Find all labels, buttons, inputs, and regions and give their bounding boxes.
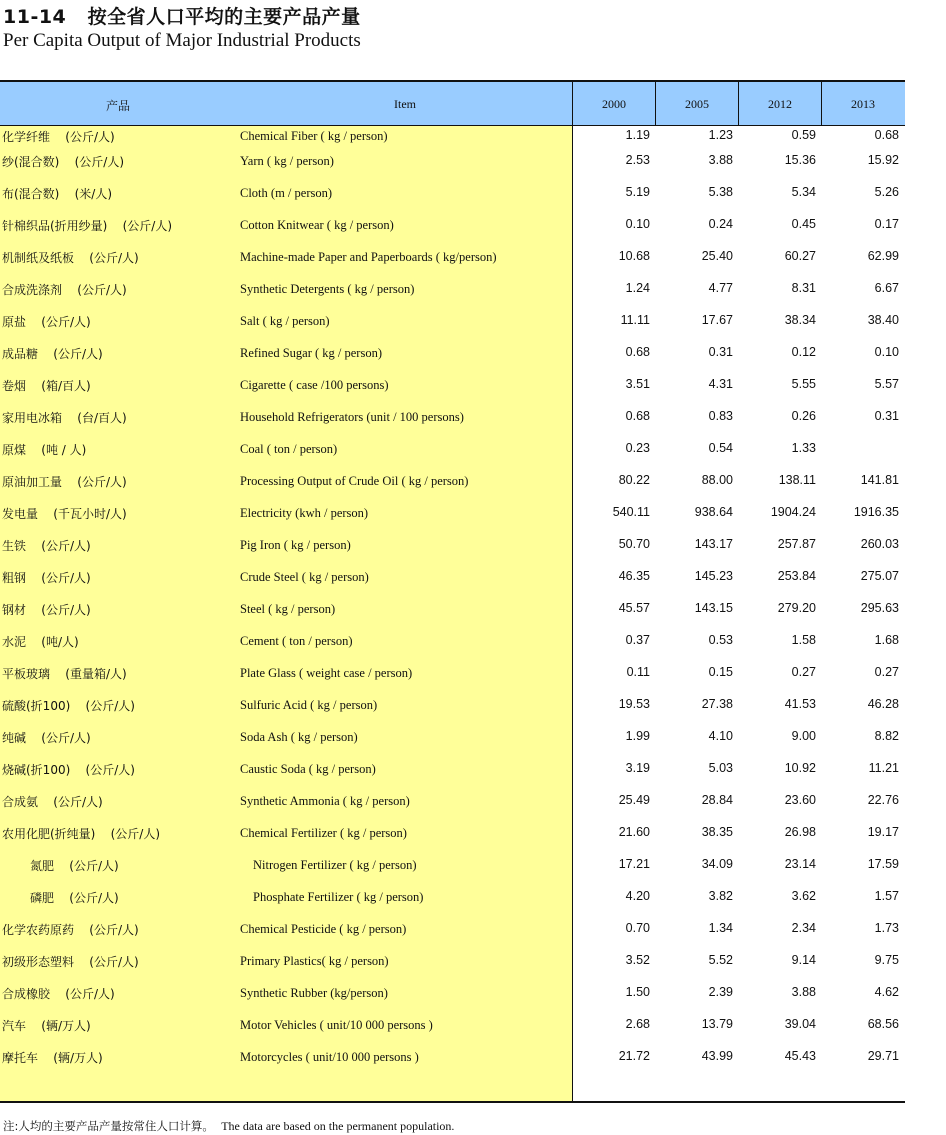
cell-value-2005: 2.39 bbox=[708, 985, 733, 999]
cell-value-2013: 4.62 bbox=[874, 985, 899, 999]
cell-value-2013: 29.71 bbox=[867, 1049, 899, 1063]
cell-value-2012: 0.27 bbox=[791, 665, 816, 679]
row-label-cn: 原煤 (吨 / 人) bbox=[2, 443, 87, 457]
page-title-cn: 11-14 按全省人口平均的主要产品产量 bbox=[3, 6, 361, 28]
cell-value-2000: 0.23 bbox=[625, 441, 650, 455]
cell-value-2005: 25.40 bbox=[701, 249, 733, 263]
column-divider bbox=[655, 82, 656, 125]
row-label-en: Synthetic Ammonia ( kg / person) bbox=[240, 794, 410, 808]
cell-value-2005: 17.67 bbox=[701, 313, 733, 327]
cell-value-2012: 0.12 bbox=[791, 345, 816, 359]
cell-value-2005: 145.23 bbox=[694, 569, 733, 583]
cell-value-2013: 17.59 bbox=[867, 857, 899, 871]
table-row bbox=[0, 217, 905, 239]
row-label-cn: 合成洗涤剂 (公斤/人) bbox=[2, 283, 127, 297]
row-label-cn: 针棉织品(折用纱量) (公斤/人) bbox=[2, 219, 173, 233]
row-label-cn: 烧碱(折100) (公斤/人) bbox=[2, 763, 135, 777]
cell-value-2000: 45.57 bbox=[618, 601, 650, 615]
table-row bbox=[0, 505, 905, 527]
row-label-en: Household Refrigerators (unit / 100 persons) bbox=[240, 410, 464, 424]
cell-value-2005: 5.38 bbox=[708, 185, 733, 199]
cell-value-2012: 9.00 bbox=[791, 729, 816, 743]
cell-value-2000: 0.70 bbox=[625, 921, 650, 935]
cell-value-2013: 46.28 bbox=[867, 697, 899, 711]
table-row bbox=[0, 793, 905, 815]
table-row bbox=[0, 153, 905, 175]
cell-value-2000: 25.49 bbox=[618, 793, 650, 807]
row-label-en: Processing Output of Crude Oil ( kg / person) bbox=[240, 474, 469, 488]
cell-value-2005: 4.77 bbox=[708, 281, 733, 295]
table-row bbox=[0, 601, 905, 623]
cell-value-2005: 1.34 bbox=[708, 921, 733, 935]
cell-value-2005: 5.52 bbox=[708, 953, 733, 967]
cell-value-2013: 15.92 bbox=[867, 153, 899, 167]
cell-value-2005: 28.84 bbox=[701, 793, 733, 807]
row-label-en: Plate Glass ( weight case / person) bbox=[240, 666, 413, 680]
row-label-en: Refined Sugar ( kg / person) bbox=[240, 346, 382, 360]
cell-value-2012: 38.34 bbox=[784, 313, 816, 327]
table-row bbox=[0, 761, 905, 783]
cell-value-2013: 8.82 bbox=[874, 729, 899, 743]
row-label-cn: 合成氨 (公斤/人) bbox=[2, 795, 103, 809]
cell-value-2000: 0.68 bbox=[625, 409, 650, 423]
cell-value-2013: 9.75 bbox=[874, 953, 899, 967]
table-row bbox=[0, 921, 905, 943]
cell-value-2005: 938.64 bbox=[694, 505, 733, 519]
cell-value-2012: 253.84 bbox=[777, 569, 816, 583]
cell-value-2013: 5.57 bbox=[874, 377, 899, 391]
cell-value-2013: 1916.35 bbox=[853, 505, 899, 519]
row-label-cn: 粗钢 (公斤/人) bbox=[2, 571, 91, 585]
cell-value-2000: 3.52 bbox=[625, 953, 650, 967]
cell-value-2013: 11.21 bbox=[868, 761, 899, 775]
row-label-en: Machine-made Paper and Paperboards ( kg/person) bbox=[240, 250, 497, 264]
cell-value-2012: 26.98 bbox=[784, 825, 816, 839]
cell-value-2012: 138.11 bbox=[778, 473, 816, 487]
row-label-cn: 初级形态塑料 (公斤/人) bbox=[2, 955, 139, 969]
cell-value-2005: 34.09 bbox=[701, 857, 733, 871]
cell-value-2013: 0.17 bbox=[874, 217, 899, 231]
row-label-en: Cement ( ton / person) bbox=[240, 634, 353, 648]
column-divider bbox=[738, 82, 739, 125]
cell-value-2000: 4.20 bbox=[625, 889, 650, 903]
cell-value-2012: 0.59 bbox=[791, 128, 816, 142]
row-label-cn: 生铁 (公斤/人) bbox=[2, 539, 91, 553]
table-row bbox=[0, 857, 905, 879]
row-label-cn: 氮肥 (公斤/人) bbox=[30, 859, 119, 873]
row-label-en: Steel ( kg / person) bbox=[240, 602, 336, 616]
table-row bbox=[0, 345, 905, 367]
row-label-cn: 机制纸及纸板 (公斤/人) bbox=[2, 251, 139, 265]
cell-value-2005: 0.15 bbox=[708, 665, 733, 679]
cell-value-2000: 5.19 bbox=[625, 185, 650, 199]
row-label-cn: 水泥 (吨/人) bbox=[2, 635, 79, 649]
cell-value-2013: 68.56 bbox=[867, 1017, 899, 1031]
cell-value-2005: 0.24 bbox=[708, 217, 733, 231]
cell-value-2005: 3.88 bbox=[708, 153, 733, 167]
cell-value-2005: 1.23 bbox=[708, 128, 733, 142]
row-label-en: Cloth (m / person) bbox=[240, 186, 333, 200]
cell-value-2012: 15.36 bbox=[784, 153, 816, 167]
cell-value-2000: 0.68 bbox=[625, 345, 650, 359]
cell-value-2005: 0.31 bbox=[708, 345, 733, 359]
row-label-en: Chemical Fertilizer ( kg / person) bbox=[240, 826, 407, 840]
cell-value-2000: 3.51 bbox=[625, 377, 650, 391]
cell-value-2012: 2.34 bbox=[791, 921, 816, 935]
cell-value-2013: 260.03 bbox=[860, 537, 899, 551]
cell-value-2000: 10.68 bbox=[618, 249, 650, 263]
cell-value-2005: 0.53 bbox=[708, 633, 733, 647]
row-label-cn: 纱(混合数) (公斤/人) bbox=[2, 155, 125, 169]
table-header bbox=[0, 82, 905, 126]
cell-value-2005: 27.38 bbox=[701, 697, 733, 711]
cell-value-2013: 0.27 bbox=[874, 665, 899, 679]
row-label-cn: 纯碱 (公斤/人) bbox=[2, 731, 91, 745]
cell-value-2013: 38.40 bbox=[867, 313, 899, 327]
table-row bbox=[0, 409, 905, 431]
cell-value-2005: 143.17 bbox=[694, 537, 733, 551]
cell-value-2000: 21.72 bbox=[618, 1049, 650, 1063]
row-label-cn: 布(混合数) (米/人) bbox=[2, 187, 113, 201]
cell-value-2000: 11.11 bbox=[620, 313, 650, 327]
column-divider bbox=[821, 82, 822, 125]
table-bottom-rule bbox=[0, 1101, 905, 1103]
cell-value-2013: 62.99 bbox=[867, 249, 899, 263]
row-label-en: Cigarette ( case /100 persons) bbox=[240, 378, 389, 392]
cell-value-2000: 80.22 bbox=[618, 473, 650, 487]
table-row bbox=[0, 185, 905, 207]
row-label-cn: 硫酸(折100) (公斤/人) bbox=[2, 699, 135, 713]
row-label-en: Yarn ( kg / person) bbox=[240, 154, 334, 168]
cell-value-2005: 5.03 bbox=[708, 761, 733, 775]
table-row bbox=[0, 281, 905, 303]
row-label-cn: 化学纤维 (公斤/人) bbox=[2, 130, 115, 144]
cell-value-2012: 5.55 bbox=[791, 377, 816, 391]
row-label-en: Sulfuric Acid ( kg / person) bbox=[240, 698, 378, 712]
table-row bbox=[0, 825, 905, 847]
cell-value-2012: 5.34 bbox=[791, 185, 816, 199]
table-row bbox=[0, 569, 905, 591]
row-label-cn: 平板玻璃 (重量箱/人) bbox=[2, 667, 127, 681]
row-label-en: Primary Plastics( kg / person) bbox=[240, 954, 389, 968]
table-row bbox=[0, 249, 905, 271]
table-row bbox=[0, 665, 905, 687]
header-year-2012: 2012 bbox=[768, 97, 792, 111]
cell-value-2000: 0.10 bbox=[625, 217, 650, 231]
header-year-2000: 2000 bbox=[602, 97, 626, 111]
cell-value-2012: 257.87 bbox=[777, 537, 816, 551]
header-year-2013: 2013 bbox=[851, 97, 875, 111]
cell-value-2013: 0.10 bbox=[874, 345, 899, 359]
cell-value-2000: 46.35 bbox=[618, 569, 650, 583]
row-label-cn: 家用电冰箱 (台/百人) bbox=[2, 411, 127, 425]
cell-value-2000: 1.99 bbox=[625, 729, 650, 743]
table-row bbox=[0, 473, 905, 495]
cell-value-2012: 1.58 bbox=[791, 633, 816, 647]
cell-value-2000: 1.24 bbox=[625, 281, 650, 295]
cell-value-2005: 4.10 bbox=[708, 729, 733, 743]
cell-value-2012: 60.27 bbox=[784, 249, 816, 263]
row-label-cn: 原盐 (公斤/人) bbox=[2, 315, 91, 329]
cell-value-2005: 4.31 bbox=[708, 377, 733, 391]
header-year-2005: 2005 bbox=[685, 97, 709, 111]
row-label-en: Crude Steel ( kg / person) bbox=[240, 570, 369, 584]
table-row bbox=[0, 377, 905, 399]
header-item: Item bbox=[394, 97, 416, 111]
cell-value-2005: 143.15 bbox=[694, 601, 733, 615]
row-label-cn: 合成橡胶 (公斤/人) bbox=[2, 987, 115, 1001]
row-label-cn: 摩托车 (辆/万人) bbox=[2, 1051, 103, 1065]
cell-value-2013: 1.68 bbox=[874, 633, 899, 647]
cell-value-2000: 17.21 bbox=[618, 857, 650, 871]
row-label-en: Chemical Fiber ( kg / person) bbox=[240, 129, 388, 143]
header-product-cn: 产品 bbox=[105, 99, 131, 113]
cell-value-2012: 45.43 bbox=[784, 1049, 816, 1063]
row-label-en: Caustic Soda ( kg / person) bbox=[240, 762, 376, 776]
row-label-en: Coal ( ton / person) bbox=[240, 442, 338, 456]
row-label-en: Electricity (kwh / person) bbox=[240, 506, 369, 520]
row-label-en: Synthetic Rubber (kg/person) bbox=[240, 986, 388, 1000]
row-label-en: Cotton Knitwear ( kg / person) bbox=[240, 218, 394, 232]
cell-value-2012: 279.20 bbox=[777, 601, 816, 615]
cell-value-2000: 21.60 bbox=[618, 825, 650, 839]
cell-value-2005: 0.83 bbox=[708, 409, 733, 423]
table-row bbox=[0, 953, 905, 975]
cell-value-2005: 13.79 bbox=[701, 1017, 733, 1031]
cell-value-2012: 23.14 bbox=[784, 857, 816, 871]
cell-value-2012: 3.88 bbox=[791, 985, 816, 999]
row-label-cn: 卷烟 (箱/百人) bbox=[2, 379, 91, 393]
row-label-cn: 化学农药原药 (公斤/人) bbox=[2, 923, 139, 937]
cell-value-2012: 9.14 bbox=[791, 953, 816, 967]
table-row bbox=[0, 1049, 905, 1071]
table-row bbox=[0, 633, 905, 655]
cell-value-2012: 0.26 bbox=[791, 409, 816, 423]
cell-value-2013: 295.63 bbox=[860, 601, 899, 615]
table-row bbox=[0, 537, 905, 559]
table-row bbox=[0, 1017, 905, 1039]
cell-value-2012: 23.60 bbox=[784, 793, 816, 807]
cell-value-2012: 3.62 bbox=[791, 889, 816, 903]
cell-value-2005: 43.99 bbox=[701, 1049, 733, 1063]
footnote: 注:人均的主要产品产量按常住人口计算。 The data are based on the permanent population. bbox=[3, 1119, 455, 1133]
table-row bbox=[0, 729, 905, 751]
cell-value-2013: 275.07 bbox=[860, 569, 899, 583]
cell-value-2005: 38.35 bbox=[701, 825, 733, 839]
cell-value-2013: 6.67 bbox=[874, 281, 899, 295]
cell-value-2000: 540.11 bbox=[612, 505, 650, 519]
table-row bbox=[0, 985, 905, 1007]
row-label-en: Motorcycles ( unit/10 000 persons ) bbox=[240, 1050, 419, 1064]
row-label-en: Pig Iron ( kg / person) bbox=[240, 538, 351, 552]
cell-value-2000: 1.50 bbox=[625, 985, 650, 999]
cell-value-2013: 141.81 bbox=[860, 473, 899, 487]
table-row bbox=[0, 441, 905, 463]
cell-value-2012: 41.53 bbox=[784, 697, 816, 711]
row-label-en: Chemical Pesticide ( kg / person) bbox=[240, 922, 407, 936]
cell-value-2005: 88.00 bbox=[701, 473, 733, 487]
cell-value-2012: 39.04 bbox=[784, 1017, 816, 1031]
cell-value-2013: 0.31 bbox=[874, 409, 899, 423]
cell-value-2000: 0.37 bbox=[625, 633, 650, 647]
cell-value-2013: 22.76 bbox=[867, 793, 899, 807]
row-label-en: Synthetic Detergents ( kg / person) bbox=[240, 282, 415, 296]
table-row bbox=[0, 313, 905, 335]
cell-value-2012: 10.92 bbox=[784, 761, 816, 775]
row-label-en: Phosphate Fertilizer ( kg / person) bbox=[253, 890, 424, 904]
cell-value-2000: 1.19 bbox=[625, 128, 650, 142]
cell-value-2012: 1904.24 bbox=[770, 505, 816, 519]
row-label-en: Motor Vehicles ( unit/10 000 persons ) bbox=[240, 1018, 433, 1032]
row-label-cn: 磷肥 (公斤/人) bbox=[30, 891, 119, 905]
cell-value-2005: 0.54 bbox=[708, 441, 733, 455]
row-label-cn: 原油加工量 (公斤/人) bbox=[2, 475, 127, 489]
cell-value-2013: 1.57 bbox=[874, 889, 899, 903]
cell-value-2000: 2.53 bbox=[625, 153, 650, 167]
table-row bbox=[0, 889, 905, 911]
row-label-en: Soda Ash ( kg / person) bbox=[240, 730, 358, 744]
row-label-en: Nitrogen Fertilizer ( kg / person) bbox=[253, 858, 417, 872]
table-row bbox=[0, 697, 905, 719]
page-title-en: Per Capita Output of Major Industrial Products bbox=[3, 30, 361, 51]
cell-value-2000: 0.11 bbox=[626, 665, 650, 679]
cell-value-2005: 3.82 bbox=[708, 889, 733, 903]
row-label-cn: 汽车 (辆/万人) bbox=[2, 1019, 91, 1033]
cell-value-2013: 1.73 bbox=[874, 921, 899, 935]
cell-value-2000: 50.70 bbox=[618, 537, 650, 551]
cell-value-2013: 0.68 bbox=[874, 128, 899, 142]
cell-value-2000: 19.53 bbox=[618, 697, 650, 711]
row-label-cn: 农用化肥(折纯量) (公斤/人) bbox=[2, 827, 161, 841]
cell-value-2012: 1.33 bbox=[791, 441, 816, 455]
cell-value-2013: 5.26 bbox=[874, 185, 899, 199]
row-label-cn: 钢材 (公斤/人) bbox=[2, 603, 91, 617]
cell-value-2000: 3.19 bbox=[625, 761, 650, 775]
cell-value-2012: 0.45 bbox=[791, 217, 816, 231]
row-label-cn: 发电量 (千瓦小时/人) bbox=[2, 507, 127, 521]
cell-value-2013: 19.17 bbox=[867, 825, 899, 839]
row-label-cn: 成品糖 (公斤/人) bbox=[2, 347, 103, 361]
table-row bbox=[0, 128, 905, 150]
row-label-en: Salt ( kg / person) bbox=[240, 314, 330, 328]
cell-value-2012: 8.31 bbox=[791, 281, 816, 295]
cell-value-2000: 2.68 bbox=[625, 1017, 650, 1031]
